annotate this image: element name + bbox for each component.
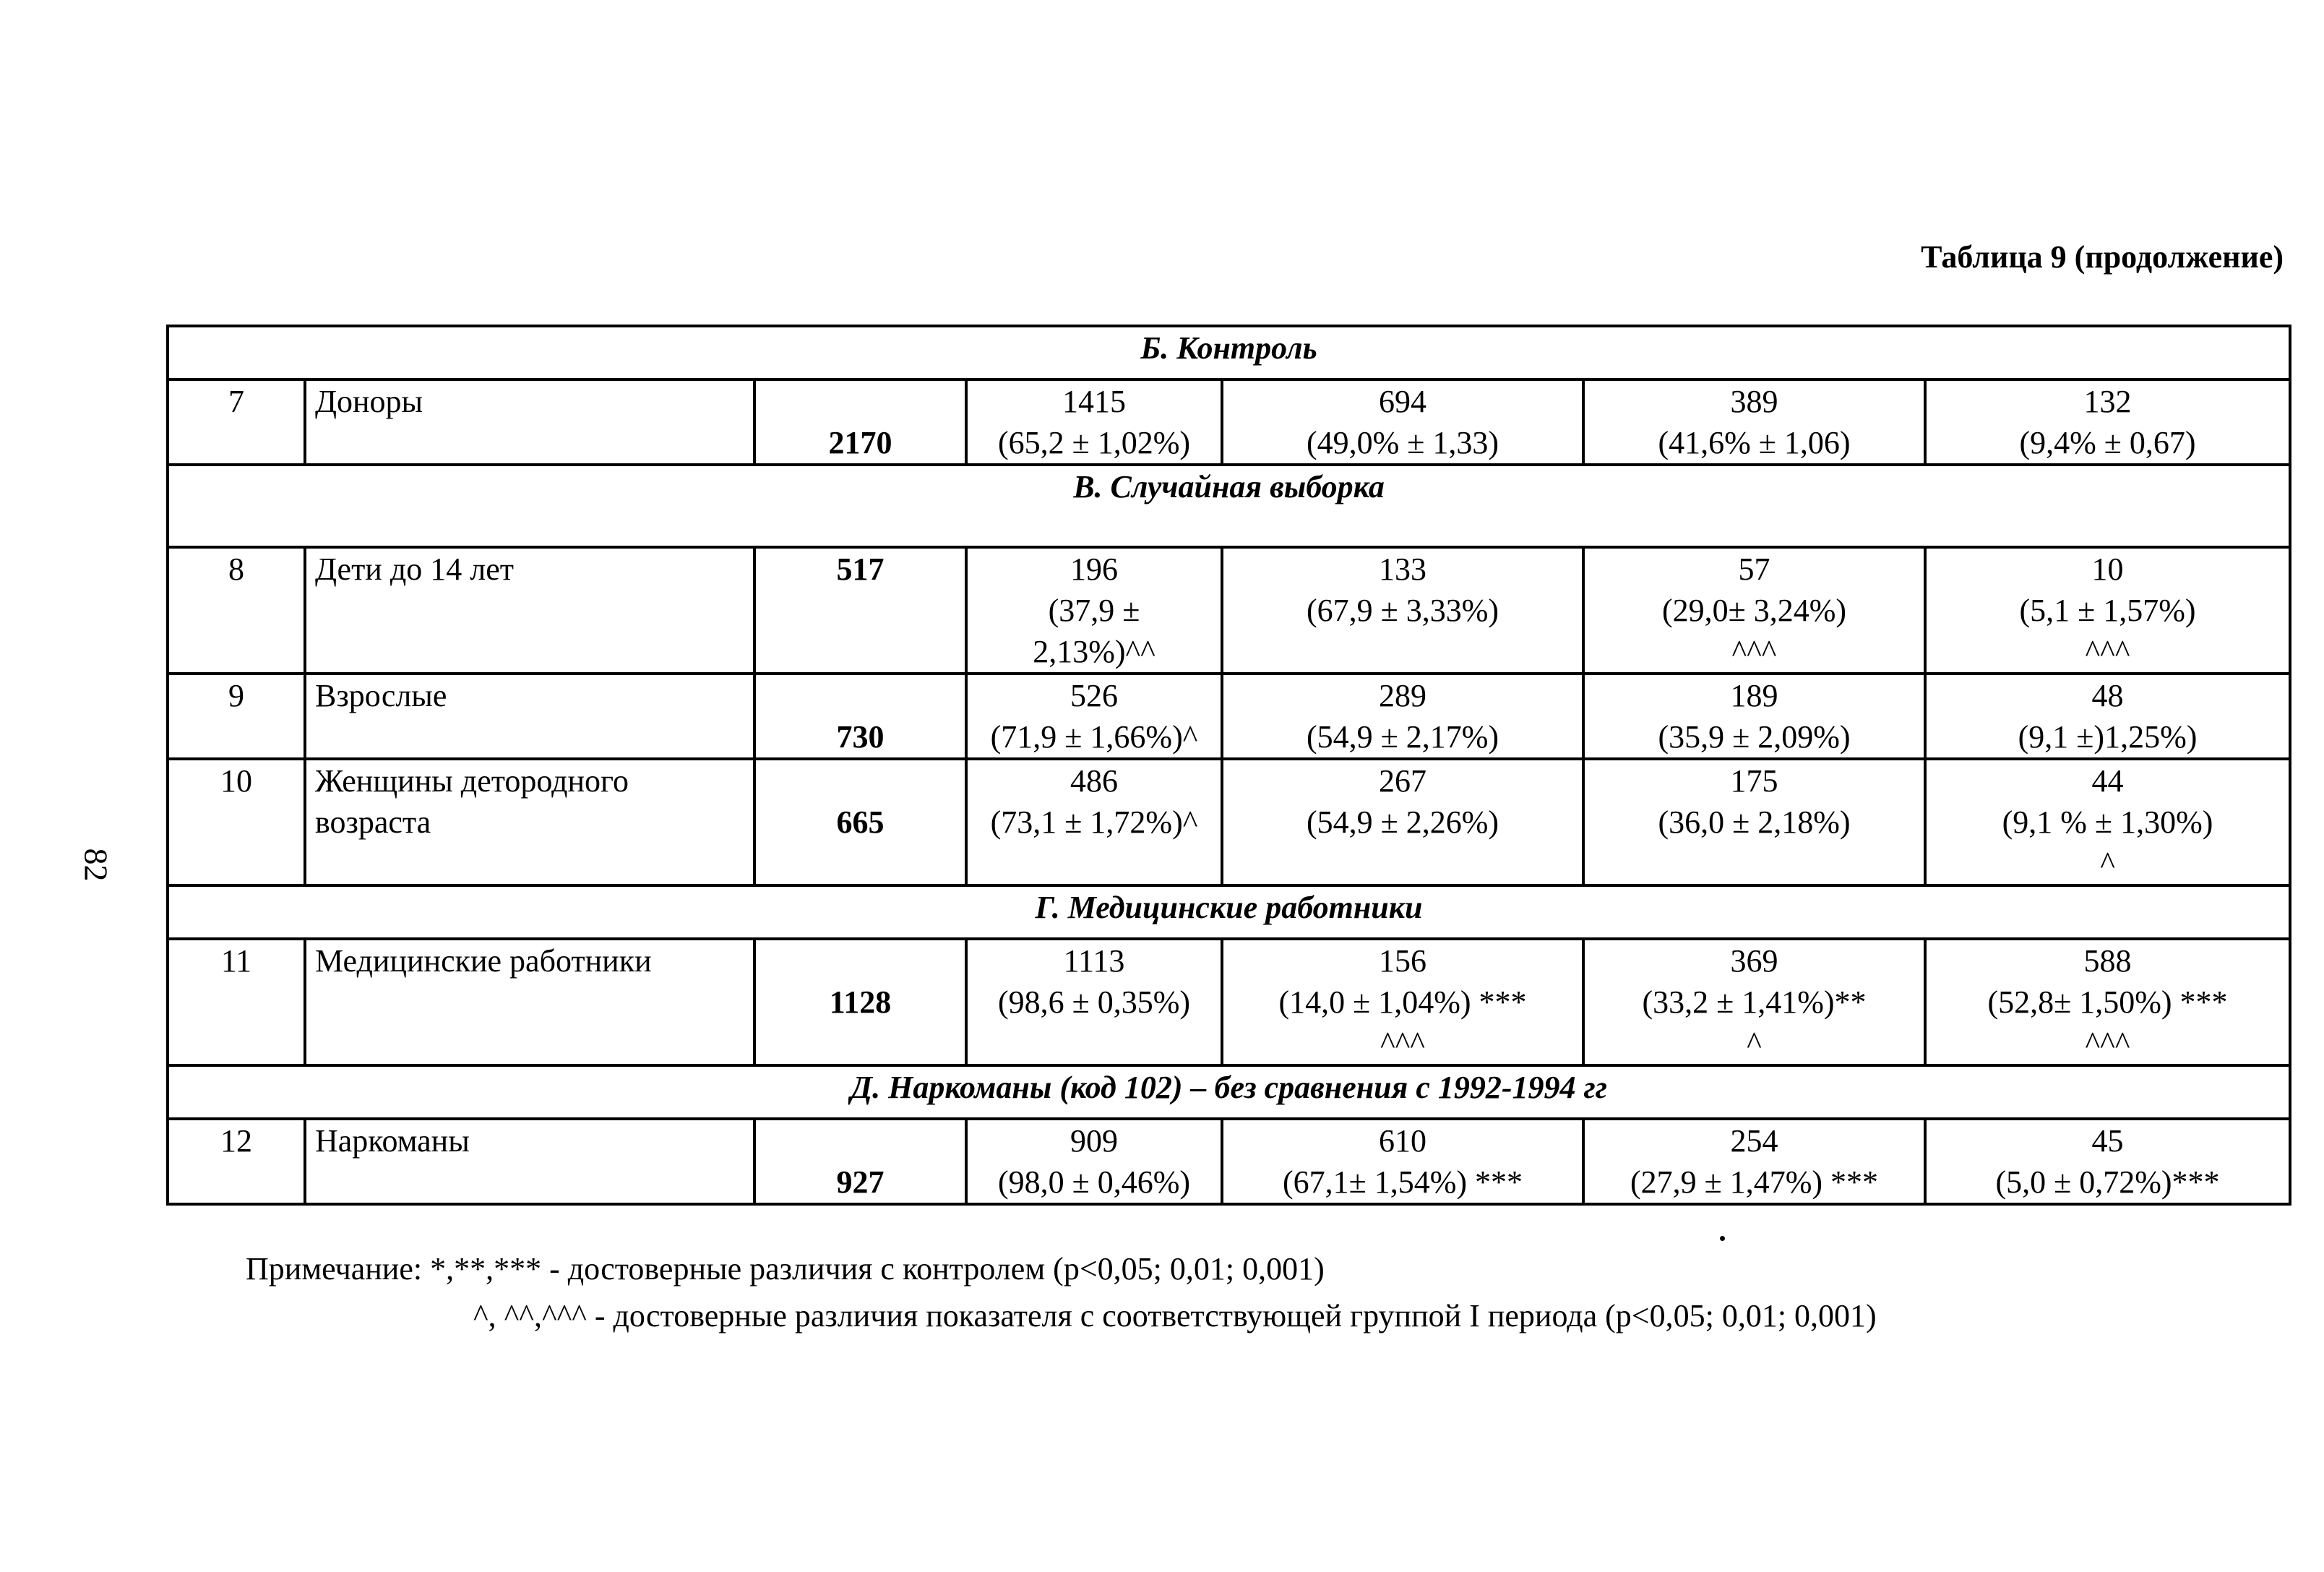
section-row-drug-users bbox=[168, 1065, 2290, 1119]
value-cell: 526 (71,9 ± 1,66%)^ bbox=[966, 674, 1222, 759]
value-cell: 486 (73,1 ± 1,72%)^ bbox=[966, 759, 1222, 885]
row-number: 8 bbox=[168, 547, 305, 674]
value-cell: 694 (49,0% ± 1,33) bbox=[1222, 379, 1583, 465]
section-title-drug-users: Д. Наркоманы (код 102) – без сравнения с 1992-1994 гг bbox=[168, 1065, 2290, 1119]
value-cell: 48 (9,1 ±)1,25%) bbox=[1925, 674, 2290, 759]
value-cell: 57 (29,0± 3,24%) ^^^ bbox=[1583, 547, 1925, 674]
row-number: 11 bbox=[168, 939, 305, 1065]
value-cell: 389 (41,6% ± 1,06) bbox=[1583, 379, 1925, 465]
table-row bbox=[168, 547, 2290, 674]
data-table bbox=[166, 325, 2291, 1206]
value-cell: 588 (52,8± 1,50%) *** ^^^ bbox=[1925, 939, 2290, 1065]
value-cell: 610 (67,1± 1,54%) *** bbox=[1222, 1119, 1583, 1204]
footnote-significance-period: ^, ^^,^^^ - достоверные различия показателя с соответствующей группой I периода (р<0,05; 0,01; 0,001) bbox=[473, 1298, 1877, 1333]
value-cell: 267 (54,9 ± 2,26%) bbox=[1222, 759, 1583, 885]
group-total: 927 bbox=[754, 1119, 966, 1204]
group-total: 665 bbox=[754, 759, 966, 885]
table-caption: Таблица 9 (продолжение) bbox=[1921, 239, 2284, 275]
value-cell: 909 (98,0 ± 0,46%) bbox=[966, 1119, 1222, 1204]
section-row-medical-workers bbox=[168, 885, 2290, 939]
scan-speck bbox=[1720, 1236, 1725, 1241]
group-name: Доноры bbox=[305, 379, 754, 465]
section-title-random-sample: В. Случайная выборка bbox=[168, 465, 2290, 547]
value-cell: 289 (54,9 ± 2,17%) bbox=[1222, 674, 1583, 759]
section-title-control: Б. Контроль bbox=[168, 326, 2290, 379]
value-cell: 175 (36,0 ± 2,18%) bbox=[1583, 759, 1925, 885]
value-cell: 132 (9,4% ± 0,67) bbox=[1925, 379, 2290, 465]
section-row-random-sample bbox=[168, 465, 2290, 547]
value-cell: 1415 (65,2 ± 1,02%) bbox=[966, 379, 1222, 465]
group-name: Женщины детородного возраста bbox=[305, 759, 754, 885]
row-number: 12 bbox=[168, 1119, 305, 1204]
section-row-control bbox=[168, 326, 2290, 379]
value-cell: 133 (67,9 ± 3,33%) bbox=[1222, 547, 1583, 674]
value-cell: 1113 (98,6 ± 0,35%) bbox=[966, 939, 1222, 1065]
value-cell: 189 (35,9 ± 2,09%) bbox=[1583, 674, 1925, 759]
row-number: 10 bbox=[168, 759, 305, 885]
group-name: Наркоманы bbox=[305, 1119, 754, 1204]
value-cell: 254 (27,9 ± 1,47%) *** bbox=[1583, 1119, 1925, 1204]
table-row bbox=[168, 674, 2290, 759]
value-cell: 44 (9,1 % ± 1,30%) ^ bbox=[1925, 759, 2290, 885]
value-cell: 10 (5,1 ± 1,57%) ^^^ bbox=[1925, 547, 2290, 674]
group-name: Дети до 14 лет bbox=[305, 547, 754, 674]
group-name: Взрослые bbox=[305, 674, 754, 759]
value-cell: 45 (5,0 ± 0,72%)*** bbox=[1925, 1119, 2290, 1204]
group-total: 730 bbox=[754, 674, 966, 759]
table-row bbox=[168, 759, 2290, 885]
table-row bbox=[168, 939, 2290, 1065]
group-name: Медицинские работники bbox=[305, 939, 754, 1065]
section-title-medical-workers: Г. Медицинские работники bbox=[168, 885, 2290, 939]
table-row bbox=[168, 1119, 2290, 1204]
value-cell: 196 (37,9 ± 2,13%)^^ bbox=[966, 547, 1222, 674]
footnote-significance-control: Примечание: *,**,*** - достоверные различия с контролем (р<0,05; 0,01; 0,001) bbox=[246, 1251, 1325, 1287]
row-number: 7 bbox=[168, 379, 305, 465]
group-total: 2170 bbox=[754, 379, 966, 465]
group-total: 1128 bbox=[754, 939, 966, 1065]
value-cell: 156 (14,0 ± 1,04%) *** ^^^ bbox=[1222, 939, 1583, 1065]
value-cell: 369 (33,2 ± 1,41%)** ^ bbox=[1583, 939, 1925, 1065]
table-row bbox=[168, 379, 2290, 465]
page-number: 82 bbox=[77, 848, 115, 882]
group-total: 517 bbox=[754, 547, 966, 674]
row-number: 9 bbox=[168, 674, 305, 759]
